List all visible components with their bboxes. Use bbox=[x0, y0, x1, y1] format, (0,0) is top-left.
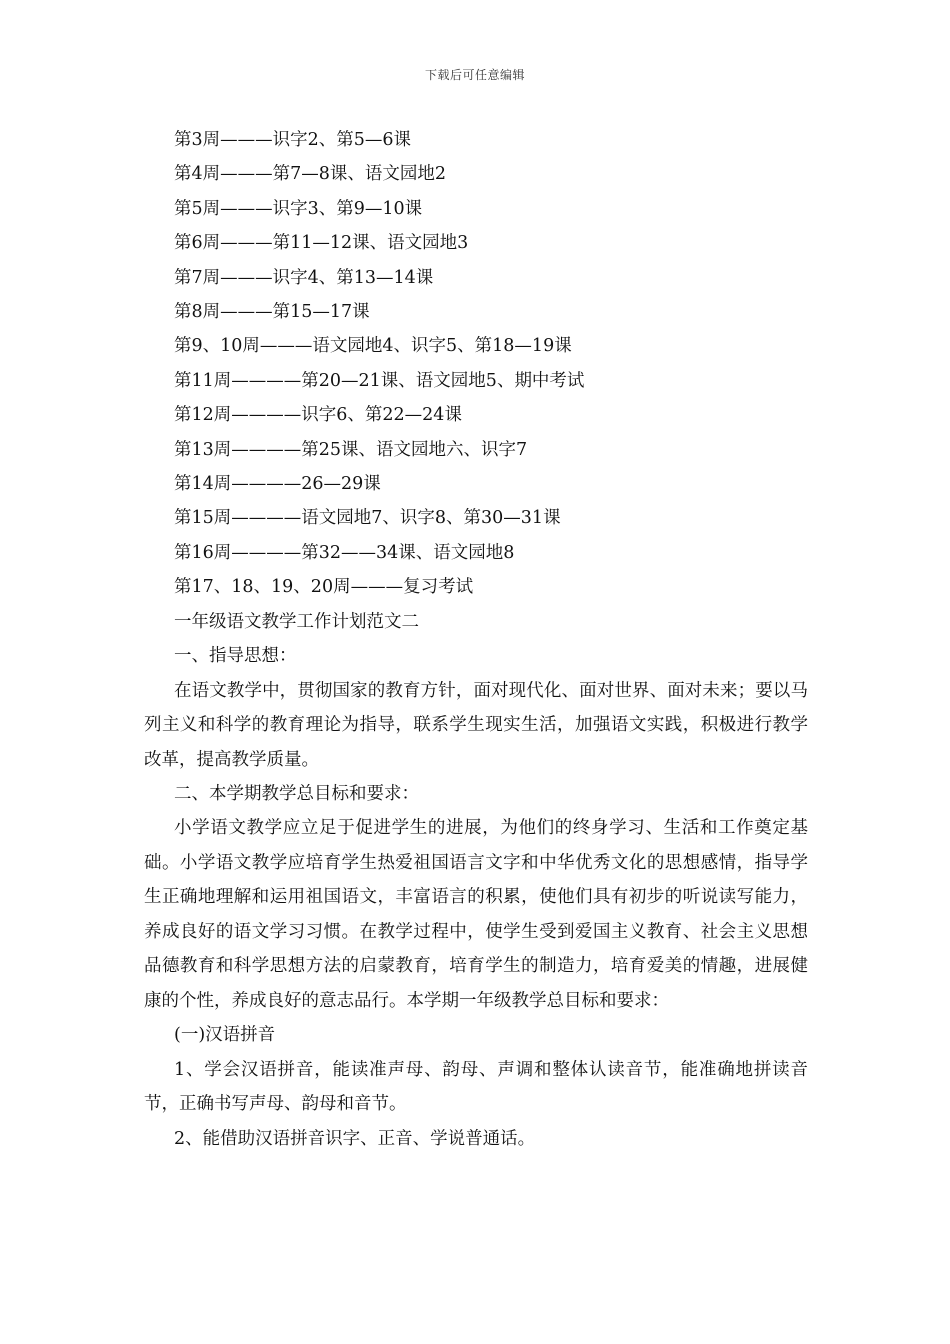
schedule-line: 第5周———识字3、第9—10课 bbox=[174, 198, 423, 219]
schedule-line: 第14周————26—29课 bbox=[174, 474, 381, 495]
heading-guiding-ideology: 一、指导思想： bbox=[174, 646, 297, 667]
section-title: 一年级语文教学工作计划范文二 bbox=[174, 611, 419, 632]
schedule-line: 第16周————第32——34课、语文园地8 bbox=[174, 542, 515, 563]
paragraph-guiding-ideology: 在语文教学中，贯彻国家的教育方针，面对现代化、面对世界、面对未来；要以马列主义和科学的教育理论为指导，联系学生现实生活，加强语文实践，积极进行教学改革，提高教学质量。 bbox=[144, 680, 808, 770]
schedule-line: 第3周———识字2、第5—6课 bbox=[174, 130, 412, 150]
document-body bbox=[144, 123, 808, 1156]
schedule-line: 第15周————语文园地7、识字8、第30—31课 bbox=[174, 508, 561, 529]
schedule-line: 第12周————识字6、第22—24课 bbox=[174, 405, 462, 426]
schedule-line: 第13周————第25课、语文园地六、识字7 bbox=[174, 439, 528, 460]
schedule-line: 第11周————第20—21课、语文园地5、期中考试 bbox=[174, 370, 585, 391]
schedule-line: 第6周———第11—12课、语文园地3 bbox=[174, 233, 469, 254]
paragraph-pinyin-item-1: 1、学会汉语拼音，能读准声母、韵母、声调和整体认读音节，能准确地拼读音节，正确书写声母、韵母和音节。 bbox=[144, 1059, 808, 1115]
page-header: 下载后可任意编辑 bbox=[424, 68, 525, 82]
heading-pinyin: (一)汉语拼音 bbox=[174, 1025, 276, 1046]
schedule-line: 第4周———第7—8课、语文园地2 bbox=[174, 164, 447, 185]
schedule-line: 第17、18、19、20周———复习考试 bbox=[174, 577, 474, 598]
weekly-schedule bbox=[144, 123, 808, 605]
paragraph-pinyin-item-2: 2、能借助汉语拼音识字、正音、学说普通话。 bbox=[174, 1128, 536, 1149]
schedule-line: 第8周———第15—17课 bbox=[174, 302, 370, 323]
schedule-line: 第7周———识字4、第13—14课 bbox=[174, 267, 434, 288]
schedule-line: 第9、10周———语文园地4、识字5、第18—19课 bbox=[174, 336, 572, 357]
paragraph-semester-goals: 小学语文教学应立足于促进学生的进展，为他们的终身学习、生活和工作奠定基础。小学语文教学应培育学生热爱祖国语言文字和中华优秀文化的思想感情，指导学生正确地理解和运用祖国语文，丰富语言的积累，使他们具有初步的听说读写能力，养成良好的语文学习习惯。在教学过程中，使学生受到爱国主义教育、社会主义思想品德教育和科学思想方法的启蒙教育，培育学生的制造力，培育爱美的情趣，进展健康的个性，养成良好的意志品行。本学期一年级教学总目标和要求： bbox=[144, 818, 808, 1011]
heading-semester-goals: 二、本学期教学总目标和要求： bbox=[174, 784, 419, 804]
